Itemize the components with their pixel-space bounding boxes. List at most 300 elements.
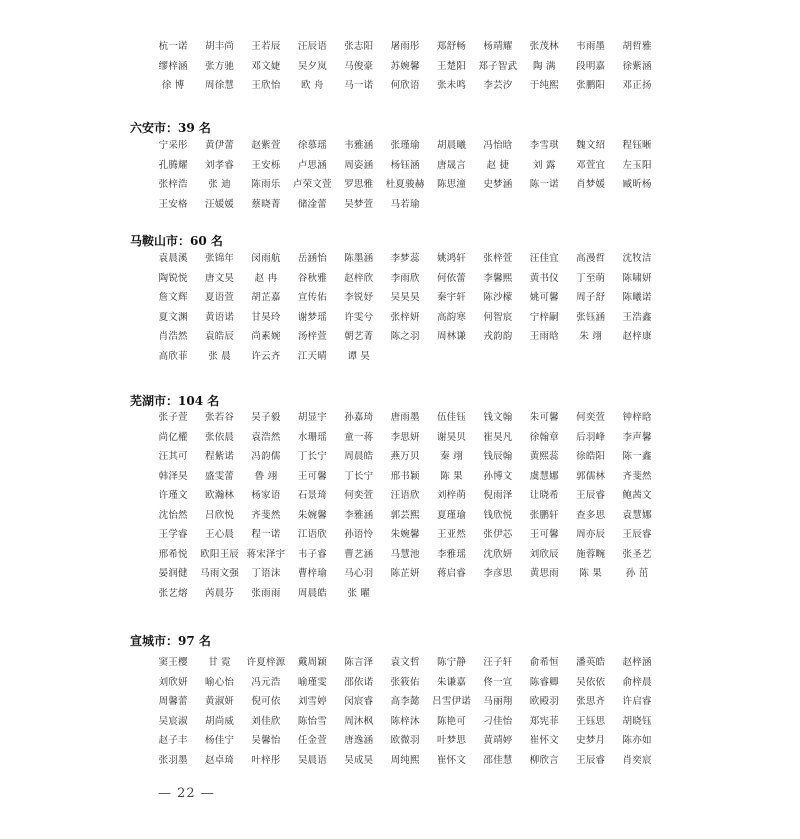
name-entry: 卢思涵 (297, 159, 327, 171)
name-entry: 江天晴 (297, 350, 327, 362)
name-entry: 吴馨怡 (251, 735, 281, 746)
name-entry: 郭芸熙 (390, 509, 420, 521)
name-entry: 张思齐 (576, 696, 606, 707)
name-entry: 邵依诺 (344, 676, 374, 688)
name-entry: 曹艺涵 (344, 548, 374, 560)
name-entry: 尚亿權 (158, 431, 188, 443)
name-entry: 高李懿 (390, 696, 420, 707)
name-entry: 谢昊贝 (436, 431, 467, 443)
name-entry: 丁长宁 (297, 451, 327, 462)
name-entry: 俞希恒 (529, 657, 559, 668)
name-entry: 夏语萱 (205, 292, 235, 303)
name-entry: 何依蕾 (436, 272, 467, 284)
name-entry: 汪媛媛 (205, 198, 235, 210)
name-entry: 周姿涵 (344, 159, 374, 171)
name-entry: 黄书仪 (529, 272, 559, 284)
name-entry: 何奕萱 (576, 412, 606, 423)
name-entry: 姚可馨 (529, 292, 559, 303)
name-entry: 钟梓晗 (622, 412, 652, 423)
name-entry: 唐文昊 (205, 272, 235, 284)
name-entry: 张 曜 (347, 587, 371, 599)
name-entry: 齐斐然 (251, 509, 281, 521)
name-entry: 郑子智武 (478, 60, 518, 72)
name-entry: 王辰睿 (622, 529, 652, 540)
name-entry: 马若瑜 (390, 198, 420, 210)
name-grid-maanshan (150, 249, 660, 366)
name-entry: 陈芷妍 (390, 568, 420, 579)
name-entry: 杨佳宁 (205, 735, 235, 746)
name-entry: 邓萱宜 (576, 159, 606, 171)
name-entry: 徐 博 (161, 80, 185, 91)
name-entry: 肖梦媛 (576, 179, 606, 190)
name-entry: 欧阳王辰 (200, 548, 239, 560)
name-entry: 陈梓沐 (390, 715, 420, 727)
name-entry: 高漫哲 (576, 253, 606, 264)
name-entry: 陈亦如 (622, 735, 652, 746)
name-entry: 孙博文 (483, 470, 513, 482)
name-entry: 张梓妍 (390, 311, 420, 323)
name-entry: 任金萱 (297, 735, 327, 746)
name-entry: 周徐慧 (205, 80, 235, 91)
name-entry: 朱婉馨 (297, 509, 327, 521)
name-entry: 苏婉馨 (390, 60, 420, 72)
name-entry: 陶 满 (533, 60, 556, 72)
name-entry: 沈怡然 (158, 509, 188, 521)
name-entry: 周林谦 (436, 331, 467, 342)
name-entry: 欧 舟 (301, 80, 324, 91)
name-entry: 佟一宣 (483, 676, 513, 688)
name-entry: 许云齐 (251, 350, 281, 362)
section-heading-wuhu: 芜湖市：104 名 (130, 394, 220, 408)
name-entry: 周子舒 (576, 292, 606, 303)
name-entry: 周纯熙 (390, 754, 420, 766)
name-entry: 王雨晗 (529, 331, 559, 342)
name-entry: 施蓉畹 (576, 548, 606, 560)
name-entry: 吴晨语 (297, 754, 327, 766)
name-entry: 魏文绍 (576, 140, 606, 151)
name-entry: 谷秋雅 (297, 272, 327, 284)
name-entry: 吕雪伊诺 (432, 696, 471, 707)
name-entry: 闵宸睿 (344, 696, 374, 707)
name-entry: 戎韵韵 (483, 331, 513, 342)
name-entry: 江语欣 (297, 529, 327, 540)
name-entry: 孔腾耀 (158, 159, 188, 171)
name-entry: 张 迪 (208, 179, 231, 190)
name-entry: 杨靖耀 (483, 41, 513, 52)
name-entry: 谭 昊 (347, 350, 371, 362)
name-entry: 程紫诺 (205, 451, 235, 462)
name-entry: 徐翰章 (529, 431, 559, 443)
name-entry: 袁文哲 (390, 657, 420, 668)
name-entry: 陈一诺 (529, 179, 559, 190)
name-entry: 欧瀚林 (205, 490, 235, 501)
name-entry: 曹梓瑜 (297, 568, 327, 579)
section-heading-xuancheng: 宣城市：97 名 (130, 634, 211, 648)
section-heading-maanshan: 马鞍山市：60 名 (130, 234, 223, 248)
name-entry: 陈曦诺 (622, 292, 652, 303)
name-entry: 李雅涵 (344, 509, 374, 521)
name-entry: 马丽翔 (483, 696, 513, 707)
name-entry: 冯韵儒 (251, 451, 281, 462)
name-entry: 徐慕瑶 (297, 140, 327, 151)
name-entry: 李雅瑶 (436, 548, 467, 560)
name-entry: 后羽峰 (576, 431, 606, 443)
name-entry: 陈言泽 (344, 657, 374, 668)
name-entry: 崔昊凡 (483, 431, 513, 443)
name-entry: 汪辰语 (297, 41, 327, 52)
name-entry: 甘昊玲 (251, 311, 281, 323)
name-entry: 许启睿 (622, 696, 652, 707)
name-entry: 张筱佑 (390, 676, 420, 688)
name-entry: 汪其可 (158, 451, 188, 462)
name-entry: 张梓浩 (158, 179, 188, 190)
name-entry: 张志阳 (344, 41, 374, 52)
name-entry: 胡芷嘉 (251, 292, 281, 303)
name-entry: 李彦思 (483, 568, 513, 579)
name-entry: 齐斐然 (622, 470, 652, 482)
name-entry: 郑宪菲 (529, 715, 559, 727)
name-entry: 刘梓萌 (436, 490, 467, 501)
name-entry: 高韵寒 (436, 311, 467, 323)
name-entry: 吴依依 (576, 676, 606, 688)
name-entry: 王安栎 (251, 159, 281, 171)
name-entry: 马雨文强 (200, 568, 239, 579)
name-entry: 王心晨 (205, 529, 235, 540)
name-entry: 张圣艺 (622, 548, 652, 560)
name-entry: 王浩鑫 (622, 311, 652, 323)
name-entry: 叶梓彤 (251, 754, 281, 766)
name-entry: 王辰睿 (576, 490, 606, 501)
name-entry: 刘孝睿 (205, 159, 235, 171)
name-entry: 尚素婉 (251, 331, 281, 342)
name-entry: 俞梓晨 (622, 676, 652, 688)
name-entry: 李梦蕊 (390, 253, 420, 264)
name-entry: 李思妍 (390, 431, 420, 443)
name-entry: 宣传佑 (297, 292, 327, 303)
section-heading-luan: 六安市：39 名 (130, 121, 211, 135)
name-entry: 张鹏轩 (529, 509, 559, 521)
name-entry: 李声馨 (622, 431, 652, 443)
name-entry: 王欣怡 (251, 80, 281, 91)
name-entry: 燕万贝 (390, 451, 420, 462)
name-entry: 马一诺 (344, 80, 374, 91)
name-entry: 赵紫萱 (251, 140, 281, 151)
name-entry: 刘雪婷 (297, 696, 327, 707)
name-entry: 周晨皓 (297, 587, 327, 599)
name-entry: 王楚阳 (436, 60, 467, 72)
name-entry: 蔡晓菁 (251, 198, 281, 210)
name-entry: 石景琦 (297, 490, 327, 501)
name-entry: 唐雨墨 (390, 412, 420, 423)
name-entry: 胡晓钰 (622, 715, 652, 727)
name-entry: 倪雨泽 (483, 490, 513, 501)
name-entry: 吴成昊 (344, 754, 374, 766)
name-entry: 丁长宁 (344, 470, 374, 482)
name-entry: 韩泽昊 (158, 470, 188, 482)
name-entry: 黄语诺 (205, 311, 235, 323)
name-entry: 朝艺菁 (344, 331, 374, 342)
name-entry: 张方驰 (205, 60, 235, 72)
name-entry: 胡丰尚 (205, 41, 235, 52)
name-entry: 喻心怡 (205, 676, 235, 688)
name-entry: 秦 翊 (440, 451, 463, 462)
name-entry: 伍佳钰 (436, 412, 467, 423)
name-entry: 潘英皓 (576, 657, 606, 668)
name-entry: 陶锐悦 (158, 272, 188, 284)
name-entry: 杨家语 (251, 490, 281, 501)
name-entry: 李雪琪 (529, 140, 559, 151)
name-grid-continued (150, 37, 660, 96)
name-entry: 缪梓涵 (158, 60, 188, 72)
name-entry: 水珊瑶 (297, 431, 327, 443)
name-entry: 陈雨乐 (251, 179, 281, 190)
name-entry: 左玉阳 (622, 159, 652, 171)
name-entry: 马慧池 (390, 548, 420, 560)
name-entry: 高欣菲 (158, 350, 188, 362)
name-entry: 叶梦思 (436, 735, 467, 746)
name-entry: 朱 翊 (579, 331, 603, 342)
name-entry: 陈啸妍 (622, 272, 652, 284)
name-entry: 袁皓辰 (205, 331, 235, 342)
name-entry: 夏瑾瑜 (436, 509, 467, 521)
name-entry: 陈宁静 (436, 657, 467, 668)
name-entry: 杨钰涵 (390, 159, 420, 171)
name-entry: 陈思潼 (436, 179, 467, 190)
name-entry: 宁采彤 (158, 140, 188, 151)
name-entry: 袁慧娜 (622, 509, 652, 521)
name-entry: 张雨雨 (251, 587, 281, 599)
name-entry: 查多思 (576, 509, 606, 521)
name-entry: 朱谦嘉 (436, 676, 467, 688)
name-entry: 邵佳慧 (483, 754, 513, 766)
name-entry: 赵梓涵 (622, 657, 652, 668)
name-entry: 张鹏阳 (576, 80, 606, 91)
name-entry: 李馨熙 (483, 272, 513, 284)
name-entry: 史梦涵 (483, 179, 513, 190)
name-entry: 屠雨彤 (390, 41, 420, 52)
name-entry: 张依晨 (205, 431, 235, 443)
name-entry: 崔怀文 (436, 754, 467, 766)
name-entry: 黄思雨 (529, 568, 559, 579)
name-entry: 詹文辉 (158, 292, 188, 303)
name-entry: 徐皓阳 (576, 451, 606, 462)
name-entry: 赵子丰 (158, 735, 188, 746)
name-entry: 钱文翰 (483, 412, 513, 423)
name-entry: 盛雯蕾 (205, 470, 235, 482)
name-entry: 许雯兮 (344, 311, 374, 323)
name-entry: 闵雨航 (251, 253, 281, 264)
name-entry: 赵梓欣 (344, 272, 374, 284)
name-entry: 张钰涵 (576, 311, 606, 323)
name-entry: 岳涵怡 (297, 253, 327, 264)
name-entry: 王安格 (158, 198, 188, 210)
name-entry: 何欣语 (390, 80, 420, 91)
name-entry: 窦王樱 (158, 657, 188, 668)
name-entry: 张子萱 (158, 412, 188, 423)
name-entry: 陈睿卿 (529, 676, 559, 688)
name-entry: 沈欣妍 (483, 548, 513, 560)
name-entry: 刘佳欣 (251, 715, 281, 727)
name-entry: 王若辰 (251, 41, 281, 52)
name-entry: 罗思雅 (344, 179, 374, 190)
name-entry: 丁至萌 (576, 272, 606, 284)
name-entry: 徐紫涵 (622, 60, 652, 72)
name-entry: 沈牧洁 (622, 253, 652, 264)
name-entry: 朱婉馨 (390, 529, 420, 540)
name-entry: 钱辰翰 (483, 451, 513, 462)
name-entry: 肖奕宸 (622, 754, 652, 766)
name-entry: 汪语欣 (390, 490, 420, 501)
name-entry: 陈沙檬 (483, 292, 513, 303)
name-grid-luan (150, 136, 660, 214)
name-entry: 刘欣辰 (529, 548, 559, 560)
name-entry: 韦雨墨 (576, 41, 606, 52)
name-entry: 刁佳怡 (483, 715, 513, 727)
name-entry: 倪可依 (251, 696, 281, 707)
name-entry: 姚鸿轩 (436, 253, 467, 264)
name-entry: 王辰睿 (576, 754, 606, 766)
name-entry: 韦雅涵 (344, 140, 374, 151)
name-entry: 王钰思 (576, 715, 606, 727)
name-entry: 刘 露 (533, 159, 556, 171)
name-entry: 周亦辰 (576, 529, 606, 540)
name-entry: 黄熙蕊 (529, 451, 559, 462)
name-entry: 韦子睿 (297, 548, 327, 560)
name-entry: 何智宸 (483, 311, 513, 323)
name-entry: 黄靖婷 (483, 735, 513, 746)
name-entry: 陈怡雪 (297, 715, 327, 727)
name-entry: 晏润健 (158, 568, 188, 579)
name-entry: 童一蒋 (344, 431, 374, 443)
name-grid-xuancheng (150, 653, 660, 770)
name-entry: 孙嘉琦 (344, 412, 374, 423)
name-entry: 于纯熙 (529, 80, 559, 91)
name-entry: 宁梓嗣 (529, 311, 559, 323)
name-entry: 汪子轩 (483, 657, 513, 668)
name-entry: 马心羽 (344, 568, 374, 579)
name-entry: 朱可馨 (529, 412, 559, 423)
name-entry: 谢梦瑶 (297, 311, 327, 323)
name-entry: 汤梓萱 (297, 331, 327, 342)
name-entry: 秦宇轩 (436, 292, 467, 303)
name-entry: 王可馨 (529, 529, 559, 540)
name-entry: 蒋宋泽宇 (246, 548, 286, 560)
name-entry: 程一诺 (251, 529, 281, 540)
name-entry: 程钰晰 (622, 140, 652, 151)
name-entry: 赵梓康 (622, 331, 652, 342)
name-entry: 周沐枫 (344, 715, 374, 727)
name-entry: 李锐妤 (344, 292, 374, 303)
name-entry: 吴梦萱 (344, 198, 374, 210)
name-entry: 唐晟言 (436, 159, 467, 171)
name-entry: 孙 茁 (625, 568, 649, 579)
name-entry: 袁浩然 (251, 431, 281, 443)
name-entry: 郭儒林 (576, 470, 606, 482)
name-entry: 臧昕杨 (622, 179, 652, 190)
name-entry: 张 晨 (208, 350, 231, 362)
name-entry: 芮晨芬 (205, 587, 235, 599)
name-entry: 王亚然 (436, 529, 467, 540)
name-entry: 周晨皓 (344, 451, 374, 462)
name-entry: 黄淑妍 (205, 696, 235, 707)
name-entry: 李芸汐 (483, 80, 513, 91)
name-entry: 杭一诺 (158, 41, 188, 52)
name-entry: 陈 果 (579, 568, 603, 579)
name-entry: 戴周颖 (297, 657, 327, 668)
name-entry: 胡哲雅 (622, 41, 652, 52)
name-entry: 胡尚威 (205, 715, 235, 727)
name-entry: 张伊芯 (483, 529, 513, 540)
name-entry: 冯元浩 (251, 676, 281, 688)
name-entry: 陈 果 (440, 470, 463, 482)
name-entry: 许瑾文 (158, 490, 188, 501)
name-entry: 甘 霓 (208, 657, 231, 668)
name-entry: 杜夏骏赫 (385, 179, 425, 190)
name-entry: 鲁 翊 (254, 470, 278, 482)
name-entry: 张梓萱 (483, 253, 513, 264)
name-entry: 陈墨涵 (344, 253, 374, 264)
name-entry: 汪佳宜 (529, 253, 559, 264)
name-entry: 袁晨溪 (158, 253, 188, 264)
name-entry: 赵卓琦 (205, 754, 235, 766)
name-entry: 马俊豪 (344, 60, 374, 72)
name-entry: 邢书颖 (390, 470, 420, 482)
name-entry: 丁语沫 (251, 568, 281, 579)
name-entry: 张瑾瑜 (390, 140, 420, 151)
name-entry: 段明嘉 (576, 60, 606, 72)
name-entry: 赵 捷 (486, 159, 510, 171)
name-entry: 唐逸涵 (344, 735, 374, 746)
name-entry: 胡显宇 (297, 412, 327, 423)
name-entry: 让晓希 (529, 490, 559, 501)
name-entry: 张艺熔 (158, 587, 188, 599)
name-entry: 邢希悦 (158, 548, 188, 560)
name-entry: 吕欣悦 (205, 509, 235, 521)
name-entry: 喻瑾雯 (297, 676, 327, 688)
name-entry: 许夏梓源 (246, 657, 286, 668)
name-entry: 冯怡晗 (483, 140, 513, 151)
name-entry: 吴子毅 (251, 412, 281, 423)
name-entry: 胡晨曦 (436, 140, 467, 151)
name-entry: 史梦月 (576, 735, 606, 746)
name-entry: 钱欣悦 (483, 509, 513, 521)
name-entry: 夏文渊 (158, 311, 188, 323)
name-entry: 黄伊蕾 (205, 140, 235, 151)
name-entry: 邓正扬 (622, 80, 652, 91)
name-entry: 鲍茜文 (622, 490, 652, 501)
name-entry: 张锦年 (205, 253, 235, 264)
name-entry: 李雨欣 (390, 272, 420, 284)
name-entry: 张若谷 (205, 412, 235, 423)
name-entry: 吴昊昊 (390, 292, 420, 303)
name-entry: 郑舒畅 (436, 41, 467, 52)
name-entry: 孙语怜 (344, 529, 374, 540)
name-entry: 储淦蕾 (297, 198, 327, 210)
name-entry: 张羽墨 (158, 754, 188, 766)
name-entry: 陈之羽 (390, 331, 420, 342)
name-entry: 张未鸣 (436, 80, 467, 91)
name-entry: 何奕萱 (344, 490, 374, 501)
name-entry: 张茂林 (529, 41, 559, 52)
name-entry: 刘欣妍 (158, 676, 188, 688)
name-entry: 吴夕岚 (297, 60, 327, 72)
name-entry: 吴宸淑 (158, 715, 188, 727)
page-number: — 22 — (158, 786, 215, 801)
name-entry: 欧微羽 (390, 735, 420, 746)
name-entry: 虞慧娜 (529, 470, 559, 482)
name-entry: 陈一鑫 (622, 451, 652, 462)
name-entry: 邓文婕 (251, 60, 281, 72)
